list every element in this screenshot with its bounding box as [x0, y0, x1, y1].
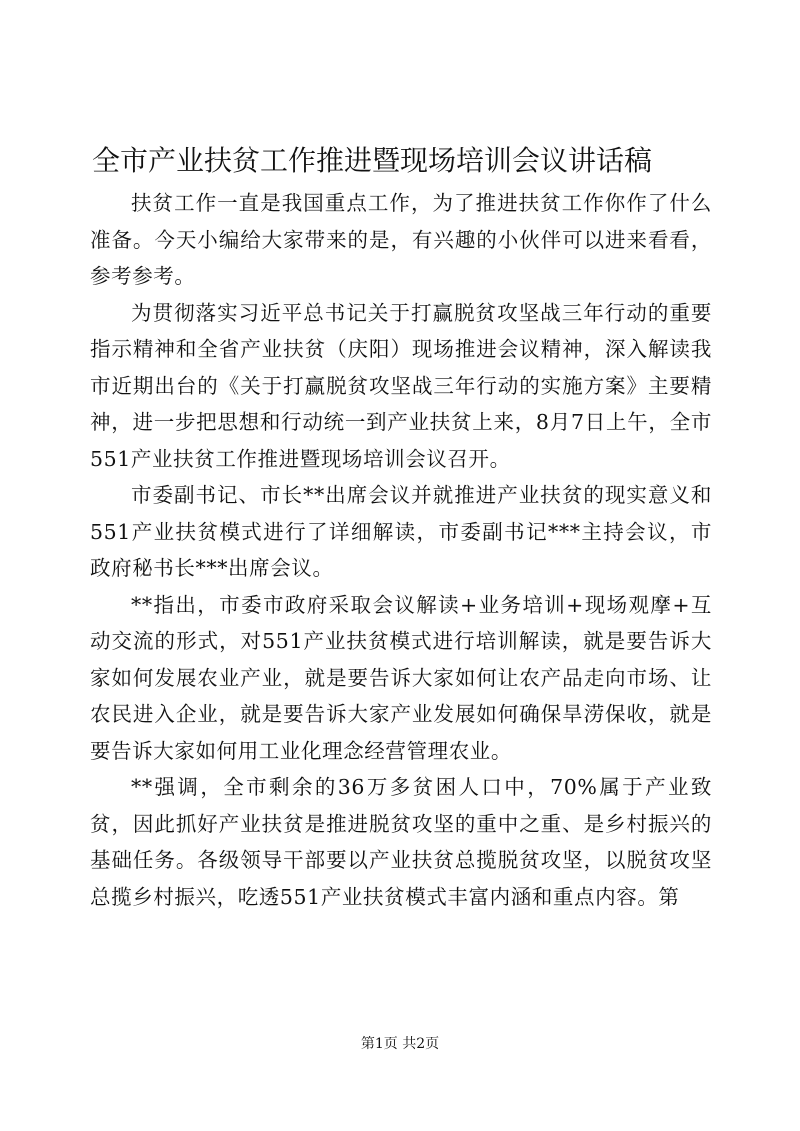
paragraph-emphasis: **强调，全市剩余的36万多贫困人口中，70%属于产业致贫，因此抓好产业扶贫是推进脱贫攻坚的重中之重、是乡村振兴的基础任务。各级领导干部要以产业扶贫总揽脱贫攻坚，以脱贫攻坚总揽乡村振兴，吃透551产业扶贫模式丰富内涵和重点内容。第	[90, 775, 712, 909]
document-body	[90, 185, 712, 915]
paragraph-intro: 扶贫工作一直是我国重点工作，为了推进扶贫工作你作了什么准备。今天小编给大家带来的是，有兴趣的小伙伴可以进来看看，参考参考。	[90, 191, 712, 288]
paragraph-training-format: **指出，市委市政府采取会议解读+业务培训+现场观摩+互动交流的形式，对551产业扶贫模式进行培训解读，就是要告诉大家如何发展农业产业，就是要告诉大家如何让农产品走向市场、让农民进入企业，就是要告诉大家产业发展如何确保旱涝保收，就是要告诉大家如何用工业化理念经营管理农业。	[90, 592, 712, 763]
paragraph-meeting-background: 为贯彻落实习近平总书记关于打赢脱贫攻坚战三年行动的重要指示精神和全省产业扶贫（庆阳）现场推进会议精神，深入解读我市近期出台的《关于打赢脱贫攻坚战三年行动的实施方案》主要精神，进一步把思想和行动统一到产业扶贫上来，8月7日上午，全市551产业扶贫工作推进暨现场培训会议召开。	[90, 300, 712, 471]
paragraph-attendees: 市委副书记、市长**出席会议并就推进产业扶贫的现实意义和551产业扶贫模式进行了详细解读，市委副书记***主持会议，市政府秘书长***出席会议。	[90, 483, 712, 580]
page-number-footer: 第1页 共2页	[360, 1036, 440, 1052]
document-title: 全市产业扶贫工作推进暨现场培训会议讲话稿	[92, 144, 653, 177]
